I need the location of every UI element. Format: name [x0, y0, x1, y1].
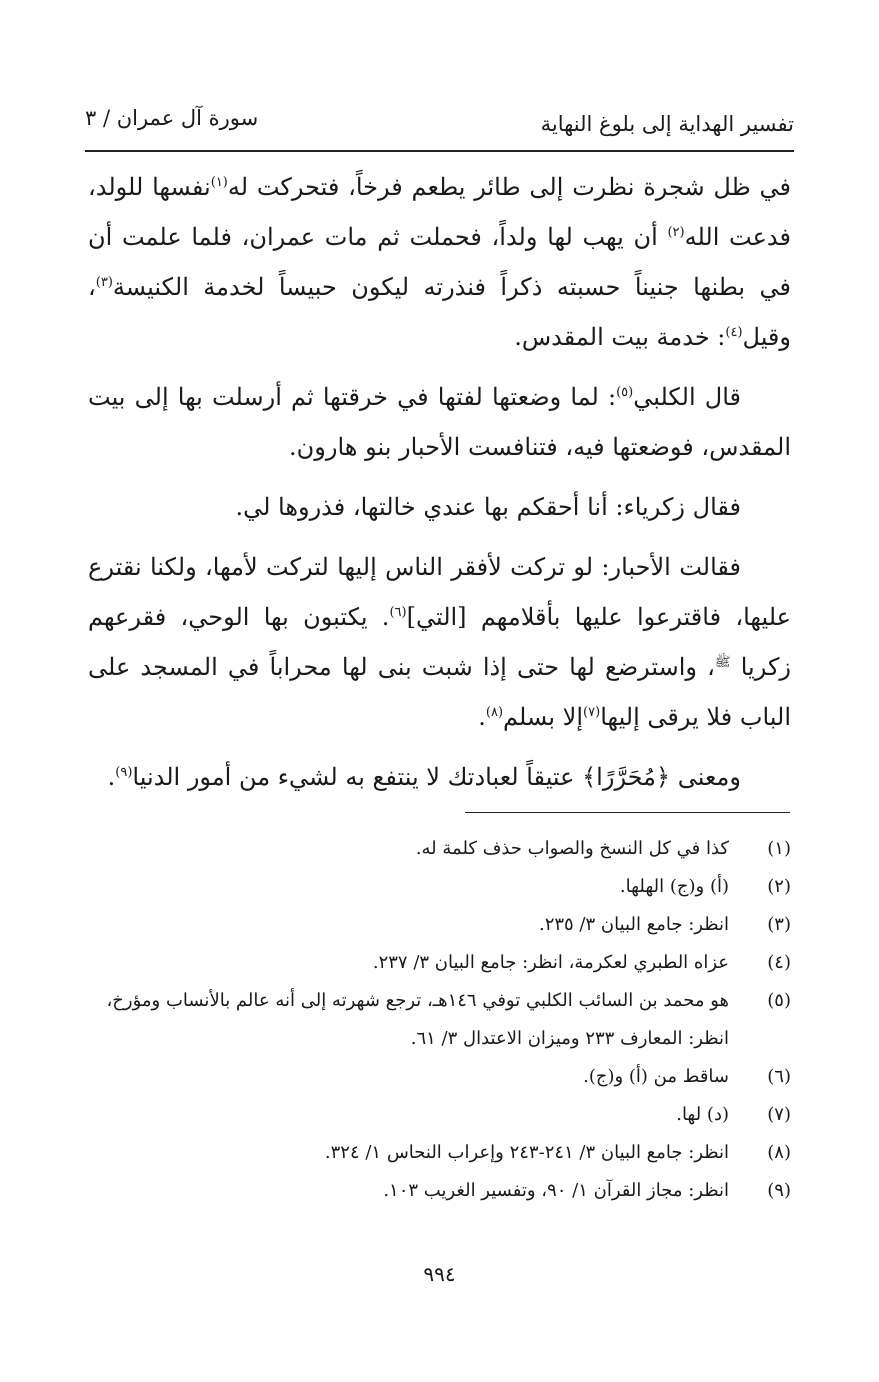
- footnote-item: [88, 906, 791, 944]
- footnote-item: [88, 868, 791, 906]
- footnote-item: [88, 982, 791, 1058]
- text-run: إلا بسلم: [503, 703, 584, 731]
- footnote-item: [88, 830, 791, 868]
- peace-be-upon-him-glyph: ﷺ: [714, 655, 731, 670]
- text-run: .: [107, 763, 116, 791]
- footnote-text: هو محمد بن السائب الكلبي توفي ١٤٦هـ، ترجع شهرته إلى أنه عالم بالأنساب ومؤرخ، انظر: المعارف ٢٣٣ وميزان الاعتدال ٣/ ٦١.: [106, 990, 729, 1049]
- footnote-number: (٦): [767, 1066, 791, 1087]
- footnote-text: انظر: جامع البيان ٣/ ٢٣٥.: [538, 914, 729, 935]
- footnote-text: ساقط من (أ) و(ج).: [583, 1066, 729, 1087]
- footnote-marker: (٥): [616, 385, 634, 400]
- page-number: ٩٩٤: [423, 1262, 456, 1286]
- footnote-number: (١): [767, 838, 791, 859]
- footnote-text: كذا في كل النسخ والصواب حذف كلمة له.: [415, 838, 729, 859]
- footnote-text: عزاه الطبري لعكرمة، انظر: جامع البيان ٣/ ٢٣٧.: [372, 952, 729, 973]
- text-run: في ظل شجرة نظرت إلى طائر يطعم فرخاً، فتحركت له: [227, 173, 791, 201]
- footnote-marker: (١): [210, 175, 228, 190]
- footnote-marker: (٤): [725, 325, 743, 340]
- text-run: نفسها للولد، فدعت الله: [88, 173, 791, 251]
- surah-label: سورة آل عمران / ٣: [85, 106, 259, 130]
- footnote-marker: (٣): [95, 275, 113, 290]
- main-text: [88, 162, 791, 812]
- text-run: ، وقيل: [88, 273, 791, 351]
- footnote-number: (٣): [767, 914, 791, 935]
- paragraph-5: [88, 752, 791, 802]
- paragraph-2: [88, 372, 791, 472]
- text-run: قال الكلبي: [633, 383, 742, 411]
- footnote-number: (٤): [767, 952, 791, 973]
- footnote-item: [88, 1096, 791, 1134]
- header-divider: [85, 150, 794, 152]
- footnote-marker: (٧): [583, 705, 601, 720]
- footnote-number: (٢): [767, 876, 791, 897]
- text-run: .: [478, 703, 486, 731]
- running-header: [85, 98, 794, 148]
- paragraph-4: [88, 542, 791, 742]
- text-run: أن يهب لها ولداً، فحملت ثم مات عمران، فلما علمت أن في بطنها جنيناً حسبته ذكراً فنذرته ليكون حبيساً لخدمة الكنيسة: [88, 223, 791, 301]
- text-run: فقال زكرياء: أنا أحقكم بها عندي خالتها، فذروها لي.: [235, 493, 741, 521]
- footnote-item: [88, 944, 791, 982]
- paragraph-1: [88, 162, 791, 362]
- footnote-divider: [465, 812, 790, 813]
- footnotes: [88, 830, 791, 1210]
- footnote-marker: (٨): [485, 705, 504, 720]
- paragraph-3: [88, 482, 791, 532]
- book-title: تفسير الهداية إلى بلوغ النهاية: [540, 112, 794, 136]
- footnote-text: انظر: مجاز القرآن ١/ ٩٠، وتفسير الغريب ١٠٣.: [383, 1180, 729, 1201]
- footnote-text: (د) لها.: [676, 1104, 729, 1125]
- text-run: فقالت الأحبار: لو تركت لأفقر الناس إليها لتركت لأمها، ولكنا نقترع عليها، فاقترعوا عليها بأقلامهم [التي]: [88, 553, 791, 631]
- footnote-number: (٥): [767, 990, 791, 1011]
- text-run: . يكتبون بها الوحي، فقرعهم زكريا: [88, 603, 791, 681]
- footnote-item: [88, 1172, 791, 1210]
- text-run: : لما وضعتها لفتها في خرقتها ثم أرسلت بها إلى بيت المقدس، فوضعتها فيه، فتنافست الأحبار بنو هارون.: [88, 383, 791, 461]
- footnote-number: (٧): [767, 1104, 791, 1125]
- text-run: : خدمة بيت المقدس.: [514, 323, 726, 351]
- footnote-number: (٩): [767, 1180, 791, 1201]
- footnote-text: (أ) و(ج) الهلها.: [619, 876, 729, 897]
- text-run: ومعنى ﴿مُحَرَّرًا﴾ عتيقاً لعبادتك لا ينتفع به لشيء من أمور الدنيا: [132, 763, 741, 791]
- footnote-item: [88, 1134, 791, 1172]
- footnote-text: انظر: جامع البيان ٣/ ٢٤١-٢٤٣ وإعراب النحاس ١/ ٣٢٤.: [324, 1142, 729, 1163]
- footnote-item: [88, 1058, 791, 1096]
- footnote-number: (٨): [767, 1142, 791, 1163]
- text-run: ، واسترضع لها حتى إذا شبت بنى لها محراباً في المسجد على الباب فلا يرقى إليها: [88, 653, 791, 731]
- footnote-marker: (٢): [667, 225, 685, 240]
- footnote-marker: (٦): [389, 605, 407, 620]
- footnote-marker: (٩): [115, 765, 133, 780]
